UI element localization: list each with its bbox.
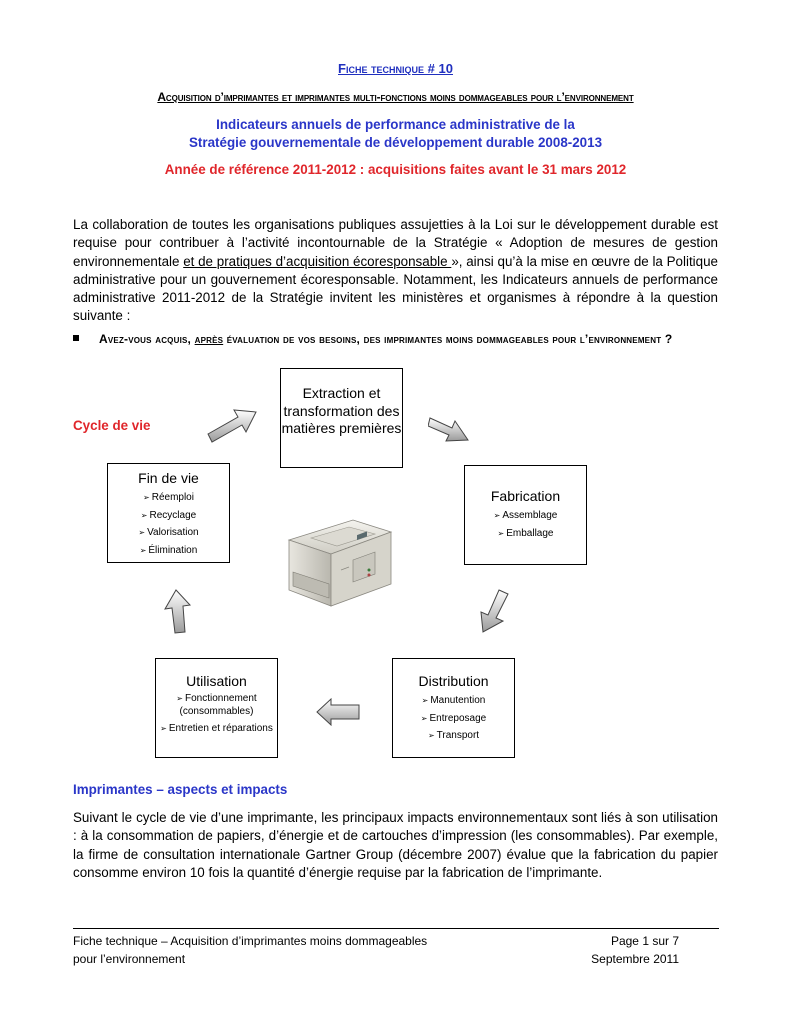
laser-printer-image bbox=[283, 510, 395, 614]
footer-divider bbox=[73, 928, 719, 929]
extraction-title: Extraction et transformation des matières premières bbox=[281, 385, 402, 436]
intro-text-part2: », ainsi qu’à la mise en œuvre de la Politique administrative pour un gouvernement écoresponsable. Notamment, les Indicateurs annuels de performance administrative 2011-2012 de la Stratégie invitent les ministères et organismes à répondre à la question suivante : bbox=[73, 253, 718, 324]
list-item: ➢ Valorisation bbox=[138, 527, 199, 538]
reference-year: Année de référence 2011-2012 : acquisitions faites avant le 31 mars 2012 bbox=[164, 162, 627, 177]
list-item: ➢ Élimination bbox=[139, 544, 198, 556]
distribution-title: Distribution bbox=[418, 673, 489, 689]
list-item: ➢ Recyclage bbox=[140, 509, 197, 521]
list-item: ➢ Entretien et réparations bbox=[160, 723, 273, 734]
fin-de-vie-list bbox=[108, 489, 229, 559]
fabrication-list bbox=[465, 507, 586, 542]
list-item: ➢ Transport bbox=[427, 730, 480, 741]
indicators-title-line1: Indicateurs annuels de performance administrative de la bbox=[216, 117, 575, 132]
arrow-bullet-icon: ➢ bbox=[138, 528, 146, 537]
indicators-title-line2: Stratégie gouvernementale de développement durable 2008-2013 bbox=[188, 135, 603, 150]
utilisation-list bbox=[156, 692, 277, 735]
question-text-part1: Avez-vous acquis, bbox=[99, 332, 195, 346]
intro-text-underlined: et de pratiques d’acquisition écoresponsable bbox=[183, 253, 452, 269]
footer-title-line2: pour l’environnement bbox=[73, 952, 186, 966]
arrow-bullet-icon: ➢ bbox=[143, 493, 150, 502]
fin-de-vie-title: Fin de vie bbox=[138, 470, 199, 486]
list-item: ➢ Assemblage bbox=[493, 510, 558, 521]
question-text-underlined: après bbox=[194, 332, 224, 346]
list-item: ➢ Réemploi bbox=[143, 492, 194, 503]
fabrication-title: Fabrication bbox=[490, 488, 561, 504]
intro-text-part1: La collaboration de toutes les organisations publiques assujetties à la Loi sur le développement durable est requise pour contribuer à l’activité incontournable de la Stratégie « Adoption de mesures de gestion environnementale bbox=[73, 217, 718, 269]
impacts-paragraph: Suivant le cycle de vie d’une imprimante, les principaux impacts environnementaux sont liés à son utilisation : à la consommation de papiers, d’énergie et de cartouches d’impression (les consommables). Par exemple, la firme de consultation internationale Gartner Group (décembre 2007) évalue que la fabrication du papier consomme environ 10 fois la quantité d’énergie requise par la fabrication de l’imprimante. bbox=[73, 810, 718, 880]
extraction-box bbox=[280, 368, 403, 468]
list-item: ➢ Manutention bbox=[421, 695, 486, 706]
distribution-list bbox=[393, 692, 514, 745]
question-text-part2: évaluation de vos besoins, des imprimantes moins dommageables pour l’environnement ? bbox=[223, 332, 673, 346]
square-bullet-icon bbox=[73, 335, 79, 341]
fabrication-box bbox=[464, 465, 587, 565]
arrow-bullet-icon: ➢ bbox=[497, 528, 505, 538]
utilisation-title: Utilisation bbox=[186, 673, 247, 689]
section-heading-impacts: Imprimantes – aspects et impacts bbox=[73, 782, 288, 797]
cycle-label: Cycle de vie bbox=[73, 418, 151, 433]
document-subtitle: Acquisition d’imprimantes et imprimantes multi-fonctions moins dommageables pour l’environnement bbox=[157, 90, 634, 104]
indicators-title bbox=[0, 116, 791, 152]
list-item: ➢ Entreposage bbox=[420, 712, 487, 724]
arrow-bullet-icon: ➢ bbox=[421, 696, 429, 705]
arrow-bullet-icon: ➢ bbox=[140, 510, 148, 520]
distribution-box bbox=[392, 658, 515, 758]
arrow-bullet-icon: ➢ bbox=[420, 713, 428, 723]
arrow-bullet-icon: ➢ bbox=[427, 731, 435, 740]
arrow-bullet-icon: ➢ bbox=[493, 511, 501, 520]
arrow-to-fabrication-icon bbox=[428, 408, 472, 444]
list-item: ➢ Emballage bbox=[497, 527, 554, 539]
arrow-to-utilisation-icon bbox=[315, 697, 361, 727]
fiche-number-heading: Fiche technique # 10 bbox=[338, 61, 453, 76]
arrow-bullet-icon: ➢ bbox=[139, 545, 147, 555]
arrow-bullet-icon: ➢ bbox=[176, 694, 183, 703]
fin-de-vie-box bbox=[107, 463, 230, 563]
arrow-to-fin-de-vie-icon bbox=[163, 588, 197, 634]
question-bullet bbox=[73, 331, 718, 348]
utilisation-box bbox=[155, 658, 278, 758]
footer-title-line1: Fiche technique – Acquisition d’imprimantes moins dommageables bbox=[73, 934, 428, 948]
list-item: ➢ Fonctionnement (consommables) bbox=[176, 693, 257, 717]
page-number: Page 1 sur 7 bbox=[610, 934, 679, 948]
arrow-bullet-icon: ➢ bbox=[160, 724, 167, 733]
question-text bbox=[99, 331, 718, 348]
arrow-to-extraction-icon bbox=[204, 404, 260, 444]
arrow-to-distribution-icon bbox=[477, 588, 517, 634]
footer-date: Septembre 2011 bbox=[591, 952, 679, 966]
intro-paragraph bbox=[73, 216, 718, 326]
